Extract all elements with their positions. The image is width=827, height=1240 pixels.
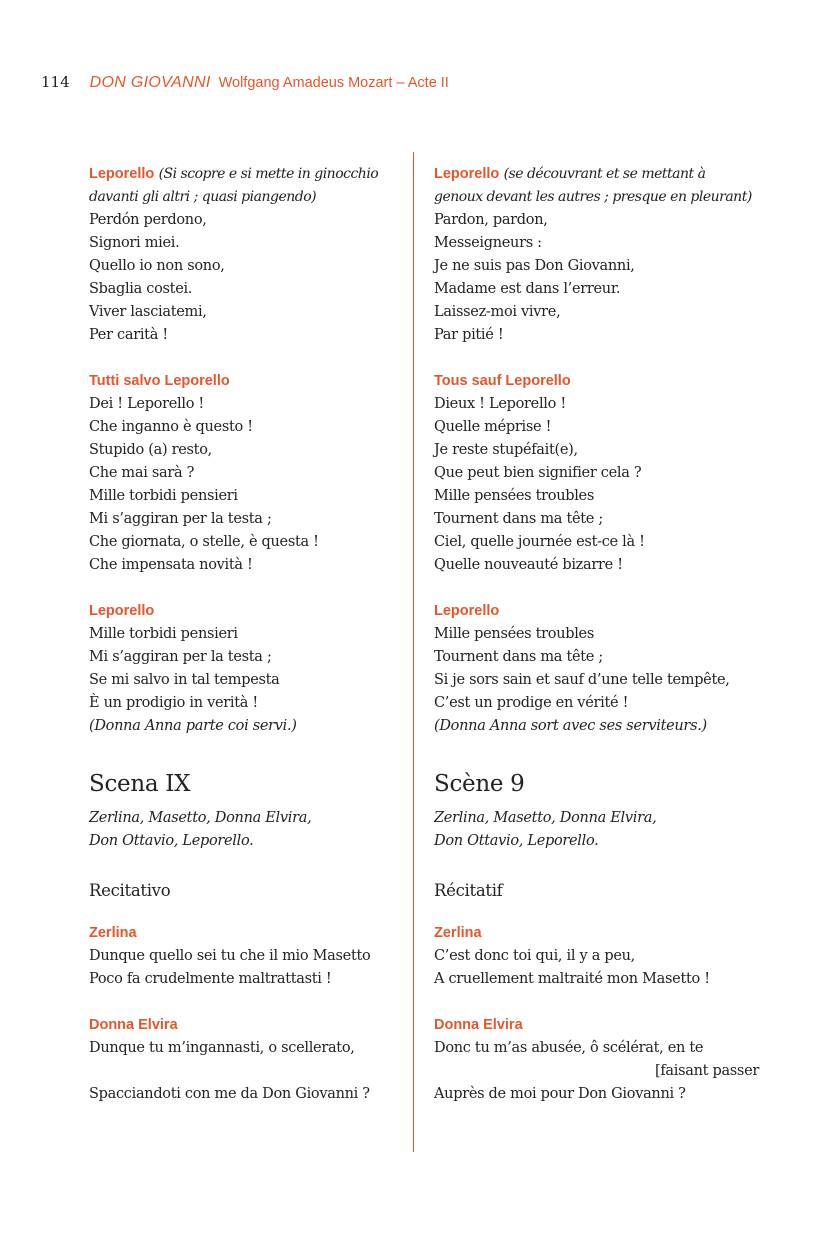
scene-heading: Scène 9	[434, 771, 525, 797]
cast-line: Zerlina, Masetto, Donna Elvira,	[434, 810, 657, 826]
cast-list	[89, 807, 414, 853]
verse-line: Quelle méprise !	[434, 419, 552, 435]
speaker-name: Leporello	[89, 166, 155, 182]
recitative-heading: Récitatif	[434, 881, 503, 900]
verse-line: Signori miei.	[89, 235, 180, 251]
verse-line: Viver lasciatemi,	[89, 304, 207, 320]
verse-line: Dunque tu m’ingannasti, o scellerato,	[89, 1040, 355, 1056]
speaker-name: Tutti salvo Leporello	[89, 373, 230, 389]
speaker-name: Tous sauf Leporello	[434, 373, 571, 389]
verse-block	[434, 600, 759, 738]
verse-line: Mille pensées troubles	[434, 626, 594, 642]
verse-line: Stupido (a) resto,	[89, 442, 212, 458]
verse-line: Mi s’aggiran per la testa ;	[89, 511, 272, 527]
stage-direction: (Si scopre e si mette in ginocchio	[158, 166, 379, 182]
verse-line: Je reste stupéfait(e),	[434, 442, 578, 458]
verse-line: Dunque quello sei tu che il mio Masetto	[89, 948, 371, 964]
verse-block	[89, 922, 414, 991]
verse-line: Donc tu m’as abusée, ô scélérat, en te	[434, 1040, 704, 1056]
verse-line: Mi s’aggiran per la testa ;	[89, 649, 272, 665]
verse-line: Madame est dans l’erreur.	[434, 281, 621, 297]
verse-line: Tournent dans ma tête ;	[434, 511, 603, 527]
verse-line: È un prodigio in verità !	[89, 695, 258, 711]
work-subtitle: Wolfgang Amadeus Mozart – Acte II	[218, 75, 449, 91]
verse-line: Dieux ! Leporello !	[434, 396, 566, 412]
french-column	[434, 163, 759, 1129]
verse-line: Che giornata, o stelle, è questa !	[89, 534, 319, 550]
stage-direction: (Donna Anna sort avec ses serviteurs.)	[434, 718, 707, 734]
verse-block	[434, 370, 759, 577]
stage-direction: (se découvrant et se mettant à	[503, 166, 706, 182]
speaker-name: Leporello	[89, 603, 155, 619]
verse-line: Perdón perdono,	[89, 212, 207, 228]
scene-heading: Scena IX	[89, 771, 191, 797]
verse-line: Dei ! Leporello !	[89, 396, 204, 412]
speaker-name: Donna Elvira	[89, 1017, 178, 1033]
stage-direction: genoux devant les autres ; presque en pleurant)	[434, 189, 752, 205]
verse-line: C’est un prodige en vérité !	[434, 695, 629, 711]
cast-list	[434, 807, 759, 853]
verse-line: Par pitié !	[434, 327, 504, 343]
speaker-name: Leporello	[434, 166, 500, 182]
cast-line: Zerlina, Masetto, Donna Elvira,	[89, 810, 312, 826]
verse-line: Per carità !	[89, 327, 168, 343]
verse-line: Spacciandoti con me da Don Giovanni ?	[89, 1086, 370, 1102]
blank-line	[89, 1060, 414, 1083]
verse-line: Mille torbidi pensieri	[89, 626, 238, 642]
verse-block	[434, 1014, 759, 1106]
recitative-heading: Recitativo	[89, 881, 171, 900]
verse-line: Sbaglia costei.	[89, 281, 193, 297]
running-header	[41, 73, 449, 92]
verse-line: Messeigneurs :	[434, 235, 542, 251]
work-title: DON GIOVANNI	[89, 74, 211, 91]
speaker-name: Donna Elvira	[434, 1017, 523, 1033]
verse-line: Quelle nouveauté bizarre !	[434, 557, 623, 573]
verse-line-overflow: [faisant passer	[655, 1063, 759, 1079]
verse-line: Che mai sarà ?	[89, 465, 195, 481]
verse-block	[89, 600, 414, 738]
verse-line: Que peut bien signifier cela ?	[434, 465, 642, 481]
cast-line: Don Ottavio, Leporello.	[89, 833, 254, 849]
verse-line: A cruellement maltraité mon Masetto !	[434, 971, 710, 987]
verse-line: Che inganno è questo !	[89, 419, 253, 435]
speaker-name: Zerlina	[434, 925, 482, 941]
verse-line: Poco fa crudelmente maltrattasti !	[89, 971, 332, 987]
verse-block	[434, 922, 759, 991]
verse-block	[434, 163, 759, 347]
speaker-name: Leporello	[434, 603, 500, 619]
verse-line: Ciel, quelle journée est-ce là !	[434, 534, 645, 550]
verse-line: Mille torbidi pensieri	[89, 488, 238, 504]
speaker-name: Zerlina	[89, 925, 137, 941]
verse-block	[89, 163, 414, 347]
italian-column	[89, 163, 414, 1129]
verse-line: Laissez-moi vivre,	[434, 304, 561, 320]
verse-line: Tournent dans ma tête ;	[434, 649, 603, 665]
verse-line: Je ne suis pas Don Giovanni,	[434, 258, 635, 274]
verse-line: Quello io non sono,	[89, 258, 225, 274]
verse-line: Mille pensées troubles	[434, 488, 594, 504]
page-number: 114	[41, 73, 70, 91]
stage-direction: davanti gli altri ; quasi piangendo)	[89, 189, 317, 205]
verse-block	[89, 1014, 414, 1106]
verse-line: Se mi salvo in tal tempesta	[89, 672, 280, 688]
verse-line: Pardon, pardon,	[434, 212, 548, 228]
verse-line: C’est donc toi qui, il y a peu,	[434, 948, 635, 964]
verse-line: Auprès de moi pour Don Giovanni ?	[434, 1086, 686, 1102]
verse-line: Che impensata novità !	[89, 557, 253, 573]
verse-block	[89, 370, 414, 577]
cast-line: Don Ottavio, Leporello.	[434, 833, 599, 849]
stage-direction: (Donna Anna parte coi servi.)	[89, 718, 297, 734]
verse-line: Si je sors sain et sauf d’une telle tempête,	[434, 672, 730, 688]
